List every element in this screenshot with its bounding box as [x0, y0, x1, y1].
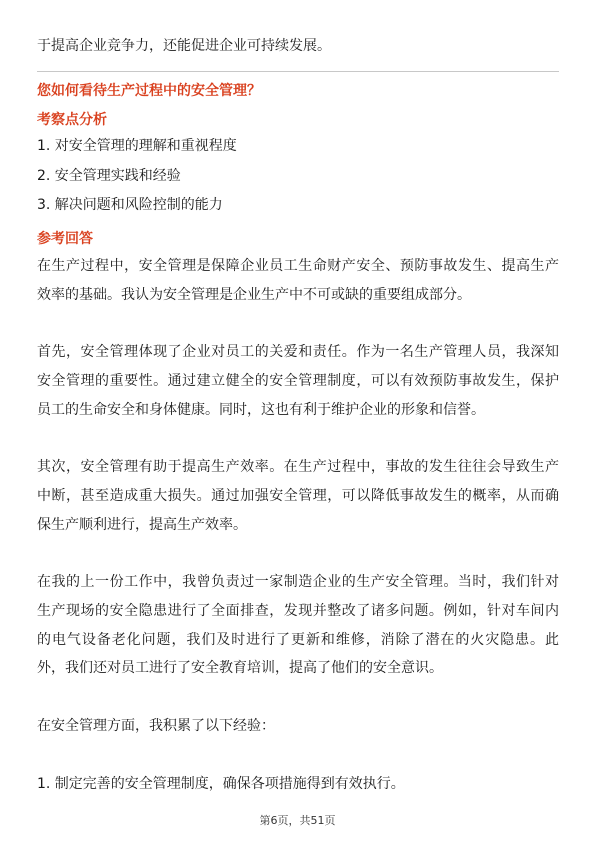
answer-line: 的电气设备老化问题，我们及时进行了更新和维修，消除了潜在的火灾隐患。此	[37, 632, 559, 648]
page-number: 第6页，共51页	[259, 814, 336, 827]
answer-line: 安全管理的重要性。通过建立健全的安全管理制度，可以有效预防事故发生，保护	[37, 373, 559, 389]
question-title: 您如何看待生产过程中的安全管理？	[37, 83, 261, 99]
answer-list-item: 1. 制定完善的安全管理制度，确保各项措施得到有效执行。	[37, 776, 405, 792]
answer-line: 效率的基础。我认为安全管理是企业生产中不可或缺的重要组成部分。	[37, 287, 471, 303]
answer-line: 生产现场的安全隐患进行了全面排查，发现并整改了诸多问题。例如，针对车间内	[37, 603, 559, 619]
analysis-item: 2. 安全管理实践和经验	[37, 168, 181, 184]
answer-line: 保生产顺利进行，提高生产效率。	[37, 517, 247, 533]
answer-line: 其次，安全管理有助于提高生产效率。在生产过程中，事故的发生往往会导致生产	[37, 459, 559, 475]
answer-line: 在我的上一份工作中，我曾负责过一家制造企业的生产安全管理。当时，我们针对	[37, 574, 559, 590]
section-divider	[37, 71, 559, 72]
answer-line: 员工的生命安全和身体健康。同时，这也有利于维护企业的形象和信誉。	[37, 402, 485, 418]
analysis-item: 3. 解决问题和风险控制的能力	[37, 197, 223, 213]
answer-line: 外，我们还对员工进行了安全教育培训，提高了他们的安全意识。	[37, 660, 443, 676]
answer-line: 在生产过程中，安全管理是保障企业员工生命财产安全、预防事故发生、提高生产	[37, 258, 559, 274]
analysis-heading: 考察点分析	[37, 112, 107, 128]
answer-line: 中断，甚至造成重大损失。通过加强安全管理，可以降低事故发生的概率，从而确	[37, 488, 559, 504]
paragraph-line: 于提高企业竞争力，还能促进企业可持续发展。	[37, 38, 331, 54]
answer-line: 首先，安全管理体现了企业对员工的关爱和责任。作为一名生产管理人员，我深知	[37, 344, 559, 360]
answer-heading: 参考回答	[37, 231, 93, 247]
answer-line: 在安全管理方面，我积累了以下经验：	[37, 718, 275, 734]
analysis-item: 1. 对安全管理的理解和重视程度	[37, 138, 237, 154]
